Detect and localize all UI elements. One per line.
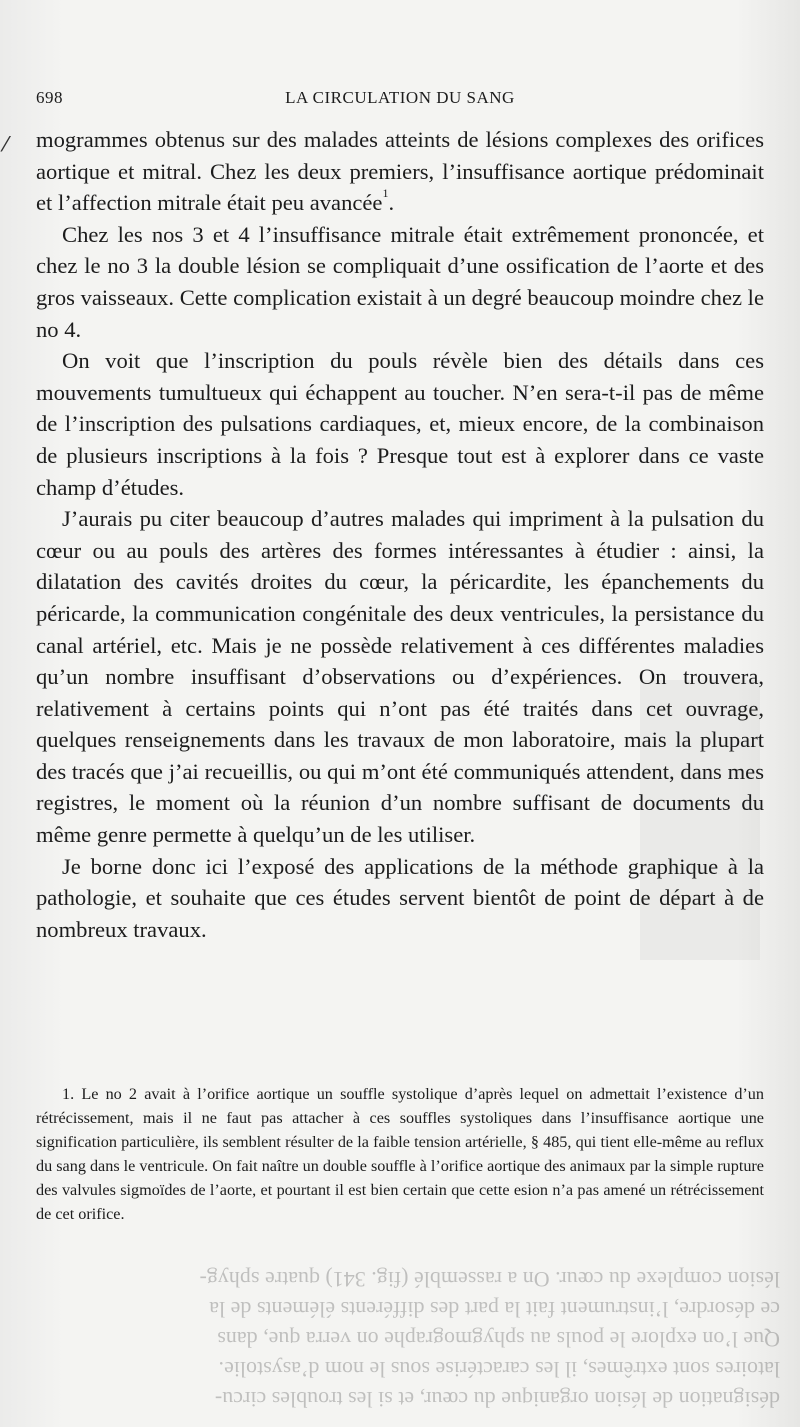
paragraph-4: J’aurais pu citer beaucoup d’autres malades qui impriment à la pulsation du cœur ou au pouls des artères des formes intéressantes à étudier : ainsi, la dilatation des cavités droites du cœur, la péricardite, les épanchements du péricarde, la communication congénitale des deux ventricules, la persistance du canal artériel, etc. Mais je ne possède relativement à ces différentes maladies qu’un nombre insuffisant d’observations ou d’expériences. On trouvera, relativement à certains points qui n’ont pas été traités dans cet ouvrage, quelques renseignements dans les travaux de mon laboratoire, mais la plupart des tracés que j’ai recueillis, ou qui m’ont été communiqués attendent, dans mes registres, le moment où la réunion d’un nombre suffisant de documents du même genre permette à quelqu’un de les utiliser. <box>36 506 764 848</box>
margin-mark: ⁄ <box>4 132 8 156</box>
page-number: 698 <box>36 88 63 107</box>
bleed-line: ce désordre, l’instrument fait la part des différents éléments de la <box>209 1297 780 1322</box>
paragraph-2: Chez les nos 3 et 4 l’insuffisance mitrale était extrêmement prononcée, et chez le no 3 la double lésion se compliquait d’une ossification de l’aorte et des gros vaisseaux. Cette complication existait à un degré beaucoup moindre chez le no 4. <box>36 221 764 342</box>
bleed-through-text <box>20 1254 780 1414</box>
bleed-line: Que l’on explore le pouls au sphygmographe on verra que, dans <box>217 1327 780 1352</box>
bleed-line: lésion complexe du cœur. On a rassemblé (fig. 341) quatre sphyg- <box>199 1267 780 1292</box>
footnote-ref: 1 <box>382 186 389 201</box>
running-title: LA CIRCULATION DU SANG <box>285 88 515 107</box>
footnote-1: 1. Le no 2 avait à l’orifice aortique un souffle systolique d’après lequel on admettait l’existence d’un rétrécissement, mais il ne faut pas attacher à ces souffles systoliques dans l’insuffisance aortique une signification particulière, ils semblent résulter de la faible tension artérielle, § 485, qui tient elle-même au reflux du sang dans le ventricule. On fait naître un double souffle à l’orifice aortique des animaux par la simple rupture des valvules sigmoïdes de l’aorte, et pourtant il est bien certain que cette esion n’a pas amené un rétrécissement de cet orifice. <box>36 1085 764 1224</box>
body-text <box>36 124 764 945</box>
paragraph-3: On voit que l’inscription du pouls révèle bien des détails dans ces mouvements tumultueux qui échappent au toucher. N’en sera-t-il pas de même de l’inscription des pulsations cardiaques, et, mieux encore, de la combinaison de plusieurs inscriptions à la fois ? Presque tout est à explorer dans ce vaste champ d’études. <box>36 348 764 500</box>
footnotes <box>36 1082 764 1227</box>
bleed-line: désignation de lésion organique du cœur, et si les troubles circu- <box>214 1387 780 1412</box>
paragraph-1: mogrammes obtenus sur des malades atteints de lésions complexes des orifices aortique et mitral. Chez les deux premiers, l’insuffisance aortique prédominait et l’affection mitrale était peu avancée$^1$. <box>36 127 764 216</box>
bleed-line: latoires sont extrêmes, il les caractérise sous le nom d’asystolie. <box>218 1357 780 1382</box>
running-header <box>36 88 764 112</box>
paragraph-5: Je borne donc ici l’exposé des applications de la méthode graphique à la pathologie, et souhaite que ces études servent bientôt de point de départ à de nombreux travaux. <box>36 853 764 942</box>
